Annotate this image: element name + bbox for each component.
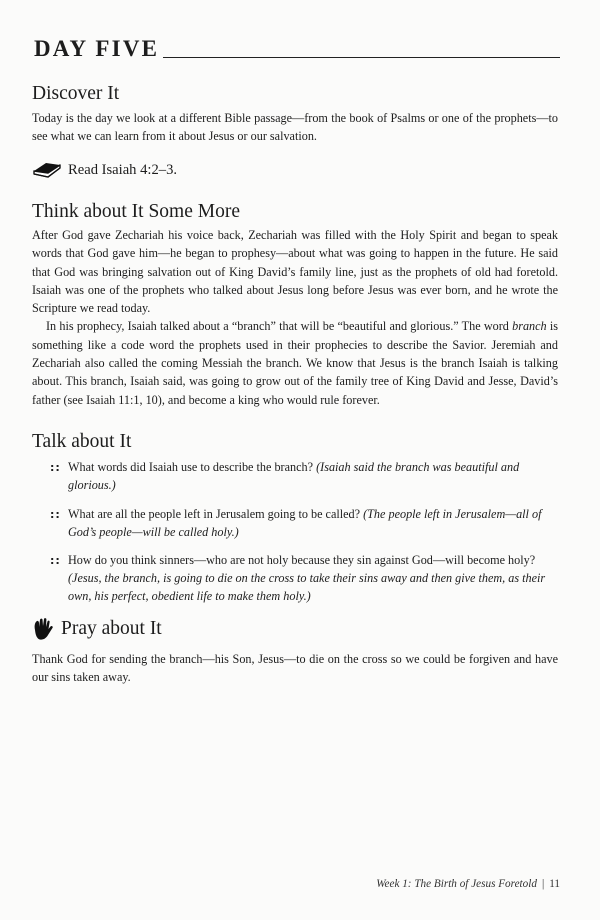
question-body [68, 506, 558, 542]
day-heading [34, 37, 560, 60]
question-item [50, 552, 558, 605]
pray-heading: Pray about It [61, 618, 162, 640]
question-text: How do you think sinners—who are not holy because they sin against God—will become holy? [68, 553, 536, 567]
day-title: DAY FIVE [34, 36, 160, 61]
page-footer [376, 878, 560, 890]
question-marker: :: [50, 508, 61, 521]
question-answer: (Isaiah said the branch was beautiful and glorious.) [68, 460, 520, 492]
talk-heading: Talk about It [32, 431, 132, 452]
question-item [50, 459, 558, 495]
question-text: What words did Isaiah use to describe the branch? [68, 460, 314, 474]
italic-term: branch [512, 319, 547, 334]
discover-text [32, 109, 558, 146]
question-body [68, 459, 558, 495]
question-marker: :: [50, 461, 61, 474]
think-paragraph-2-end: is something like a code word the prophets used in their prophecies to describe the Savior. Jeremiah and Zechariah also called the coming Messiah the branch. We know that Jesus is the branch Isaiah is talking about. This branch, Isaiah said, was going to grow out of the family tree of King David and Jesse, David’s father (see Isaiah 11:1, 10), and become a king who would rule forever. [32, 319, 558, 407]
question-marker: :: [50, 554, 61, 567]
running-title: Week 1: The Birth of Jesus Foretold [376, 878, 537, 890]
discover-paragraph: Today is the day we look at a different Bible passage—from the book of Psalms or one of the prophets—to see what we can learn from it about Jesus or our salvation. [32, 111, 558, 144]
book-icon [32, 160, 62, 180]
pray-paragraph: Thank God for sending the branch—his Son, Jesus—to die on the cross so we could be forgiven and have our sins taken away. [32, 652, 558, 685]
pray-heading-row [32, 617, 162, 641]
question-item [50, 506, 558, 542]
read-instruction [32, 160, 177, 180]
think-text [32, 226, 558, 409]
think-paragraph-2 [32, 317, 558, 408]
think-paragraph-2-start: In his prophecy, Isaiah talked about a “branch” that will be “beautiful and glorious.” The word [46, 319, 513, 334]
heading-rule [163, 57, 560, 58]
think-heading: Think about It Some More [32, 201, 240, 222]
question-text: What are all the people left in Jerusalem going to be called? [68, 507, 361, 521]
footer-separator: | [541, 878, 545, 890]
think-paragraph-1: After God gave Zechariah his voice back, Zechariah was filled with the Holy Spirit and began to speak words that God gave him—he began to prophesy—about what was going to happen in the future. He said that God was bringing salvation out of King David’s family line, just as the prophets of old had foretold. Isaiah was one of the prophets who talked about Jesus long before Jesus was ever born, and he wrote the Scripture we read today. [32, 228, 558, 316]
praying-hand-icon [32, 617, 54, 641]
question-answer: (The people left in Jerusalem—all of God’s people—will be called holy.) [68, 507, 542, 539]
pray-text [32, 650, 558, 687]
read-text: Read Isaiah 4:2–3. [68, 161, 178, 178]
discover-heading: Discover It [32, 83, 120, 104]
question-body [68, 552, 558, 605]
page-number: 11 [549, 878, 560, 890]
question-answer: (Jesus, the branch, is going to die on the cross to take their sins away and then give them, as their own, his perfect, obedient life to make them holy.) [68, 570, 546, 603]
